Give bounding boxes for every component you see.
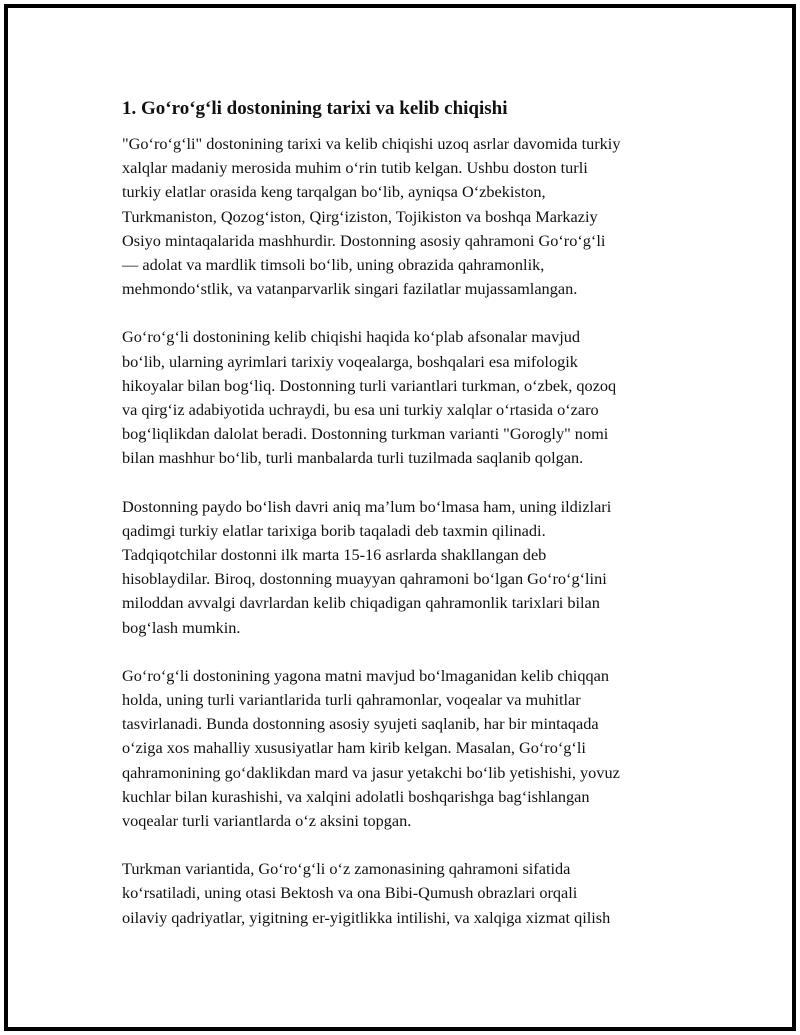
text-line: qadimgi turkiy elatlar tarixiga borib taqaladi deb taxmin qilinadi. (122, 520, 546, 540)
text-line: hisoblaydilar. Biroq, dostonning muayyan qahramoni bo‘lgan Go‘ro‘g‘lini (122, 569, 607, 589)
text-line: o‘ziga xos mahalliy xususiyatlar ham kirib kelgan. Masalan, Go‘ro‘g‘li (122, 738, 586, 758)
text-line: va qirg‘iz adabiyotida uchraydi, bu esa uni turkiy xalqlar o‘rtasida o‘zaro (122, 400, 599, 420)
text-line: Go‘ro‘g‘li dostonining yagona matni mavjud bo‘lmaganidan kelib chiqqan (122, 665, 609, 685)
text-line: qahramonining go‘daklikdan mard va jasur yetakchi bo‘lib yetishishi, yovuz (122, 762, 620, 782)
text-line: tasvirlanadi. Bunda dostonning asosiy syujeti saqlanib, har bir mintaqada (122, 714, 599, 734)
text-line: Turkmaniston, Qozog‘iston, Qirg‘iziston, Tojikiston va boshqa Markaziy (122, 206, 598, 226)
text-line: ko‘rsatiladi, uning otasi Bektosh va ona Bibi-Qumush obrazlari orqali (122, 883, 578, 903)
text-line: Go‘ro‘g‘li dostonining kelib chiqishi haqida ko‘plab afsonalar mavjud (122, 327, 581, 347)
section-heading: 1. Go‘ro‘g‘li dostonining tarixi va kelib chiqishi (122, 98, 508, 119)
paragraph (122, 325, 692, 470)
text-line: bo‘lib, ularning ayrimlari tarixiy voqealarga, boshqalari esa mifologik (122, 351, 578, 371)
text-line: oilaviy qadriyatlar, yigitning er-yigitlikka intilishi, va xalqiga xizmat qilish (122, 907, 611, 927)
text-line: bilan mashhur bo‘lib, turli manbalarda turli tuzilmada saqlanib qolgan. (122, 448, 584, 468)
text-line: bog‘lash mumkin. (122, 617, 241, 637)
text-line: holda, uning turli variantlarida turli qahramonlar, voqealar va muhitlar (122, 690, 581, 710)
paragraph (122, 664, 692, 833)
text-line: hikoyalar bilan bog‘liq. Dostonning turli variantlari turkman, o‘zbek, qozoq (122, 375, 617, 395)
paragraph-list (122, 132, 692, 930)
text-line: voqealar turli variantlarda o‘z aksini topgan. (122, 811, 412, 831)
paragraph (122, 132, 692, 301)
text-line: turkiy elatlar orasida keng tarqalgan bo‘lib, ayniqsa O‘zbekiston, (122, 182, 546, 202)
paragraph (122, 857, 692, 930)
document-body (122, 96, 692, 954)
text-line: mehmondo‘stlik, va vatanparvarlik singari fazilatlar mujassamlangan. (122, 279, 578, 299)
text-line: bog‘liqlikdan dalolat beradi. Dostonning turkman varianti "Gorogly" nomi (122, 424, 609, 444)
text-line: "Go‘ro‘g‘li" dostonining tarixi va kelib chiqishi uzoq asrlar davomida turkiy (122, 134, 621, 153)
text-line: — adolat va mardlik timsoli bo‘lib, uning obrazida qahramonlik, (122, 255, 545, 275)
text-line: xalqlar madaniy merosida muhim o‘rin tutib kelgan. Ushbu doston turli (122, 158, 588, 178)
text-line: miloddan avvalgi davrlardan kelib chiqadigan qahramonlik tarixlari bilan (122, 593, 600, 613)
text-line: Tadqiqotchilar dostonni ilk marta 15-16 asrlarda shakllangan deb (122, 545, 547, 565)
paragraph (122, 495, 692, 640)
text-line: Dostonning paydo bo‘lish davri aniq ma’lum bo‘lmasa ham, uning ildizlari (122, 496, 612, 516)
text-line: kuchlar bilan kurashishi, va xalqini adolatli boshqarishga bag‘ishlangan (122, 786, 590, 806)
text-line: Osiyo mintaqalarida mashhurdir. Dostonning asosiy qahramoni Go‘ro‘g‘li (122, 230, 606, 250)
text-line: Turkman variantida, Go‘ro‘g‘li o‘z zamonasining qahramoni sifatida (122, 859, 571, 879)
page-border (4, 4, 796, 1031)
